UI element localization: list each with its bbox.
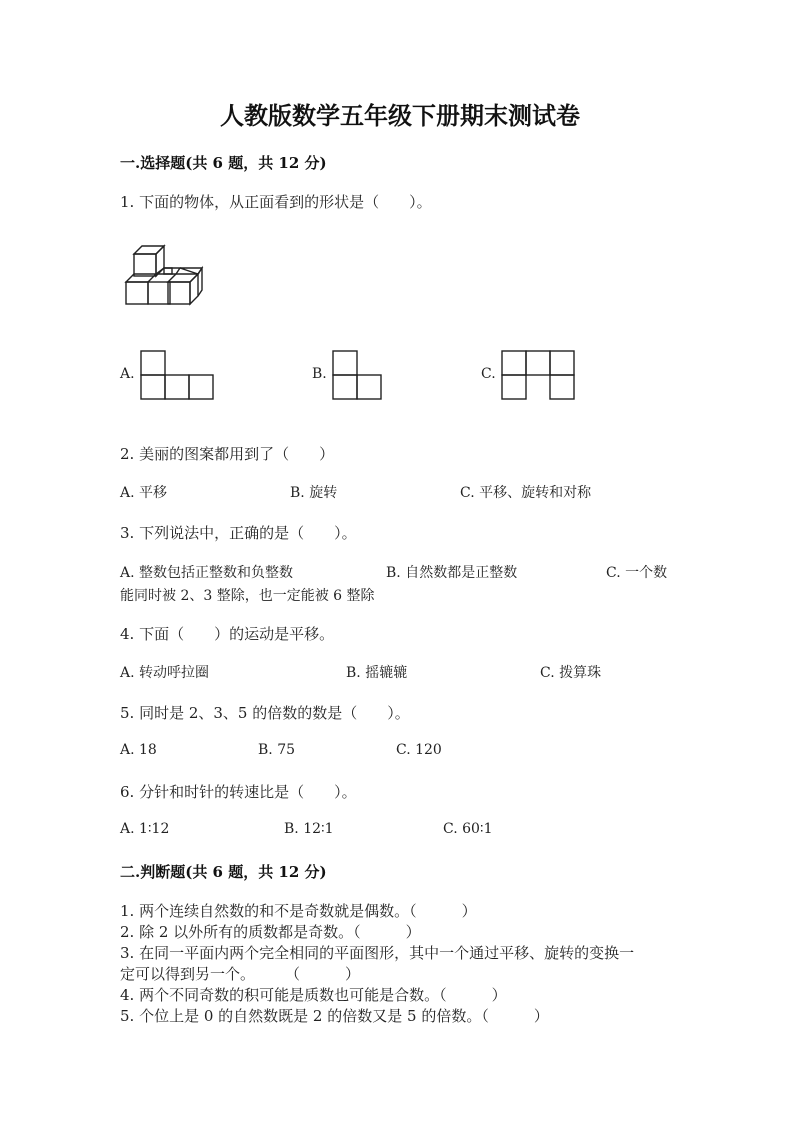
q2-option-b: B. 旋转: [290, 485, 338, 501]
section-heading-choice: 一.选择题(共 6 题，共 12 分): [120, 154, 327, 172]
q1-option-b-shape: [332, 350, 384, 400]
q5-option-b: B. 75: [258, 742, 296, 758]
q3-option-a: A. 整数包括正整数和负整数: [120, 565, 294, 581]
q4-option-a: A. 转动呼拉圈: [120, 665, 210, 681]
q3-option-c: C. 一个数: [606, 565, 668, 581]
question-6: 6. 分针和时针的转速比是（ ）。: [120, 783, 357, 801]
section-heading-judgment: 二.判断题(共 6 题，共 12 分): [120, 863, 327, 881]
page-title: 人教版数学五年级下册期末测试卷: [220, 101, 580, 130]
q5-option-a: A. 18: [120, 742, 157, 758]
q5-option-c: C. 120: [396, 742, 442, 758]
q3-option-b: B. 自然数都是正整数: [386, 565, 518, 581]
judgment-item: 5. 个位上是 0 的自然数既是 2 的倍数又是 5 的倍数。（ ）: [120, 1007, 549, 1025]
q4-option-c: C. 拨算珠: [540, 665, 602, 681]
q1-option-c-label: C.: [481, 366, 496, 382]
q6-option-a: A. 1∶12: [120, 821, 170, 837]
judgment-item-continued: 定可以得到另一个。 （ ）: [120, 965, 361, 983]
judgment-item: 3. 在同一平面内两个完全相同的平面图形，其中一个通过平移、旋转的变换一: [120, 944, 635, 962]
q1-option-c-shape: [501, 350, 577, 400]
q1-option-b-label: B.: [312, 366, 327, 382]
q6-option-c: C. 60∶1: [443, 821, 493, 837]
q3-option-c-continued: 能同时被 2、3 整除，也一定能被 6 整除: [120, 588, 375, 604]
q2-option-a: A. 平移: [120, 485, 168, 501]
q6-option-b: B. 12∶1: [284, 821, 334, 837]
question-4: 4. 下面（ ）的运动是平移。: [120, 625, 335, 643]
question-2: 2. 美丽的图案都用到了（ ）: [120, 445, 335, 463]
q2-option-c: C. 平移、旋转和对称: [460, 485, 592, 501]
question-5: 5. 同时是 2、3、5 的倍数的数是（ ）。: [120, 704, 410, 722]
q4-option-b: B. 摇辘辘: [346, 665, 408, 681]
q1-option-a-shape: [140, 350, 216, 400]
question-1: 1. 下面的物体，从正面看到的形状是（ ）。: [120, 193, 432, 211]
judgment-item: 1. 两个连续自然数的和不是奇数就是偶数。（ ）: [120, 902, 477, 920]
cube-stack-figure: [120, 240, 210, 310]
judgment-item: 2. 除 2 以外所有的质数都是奇数。（ ）: [120, 923, 421, 941]
q1-option-a-label: A.: [120, 366, 135, 382]
judgment-item: 4. 两个不同奇数的积可能是质数也可能是合数。（ ）: [120, 986, 507, 1004]
question-3: 3. 下列说法中，正确的是（ ）。: [120, 524, 357, 542]
